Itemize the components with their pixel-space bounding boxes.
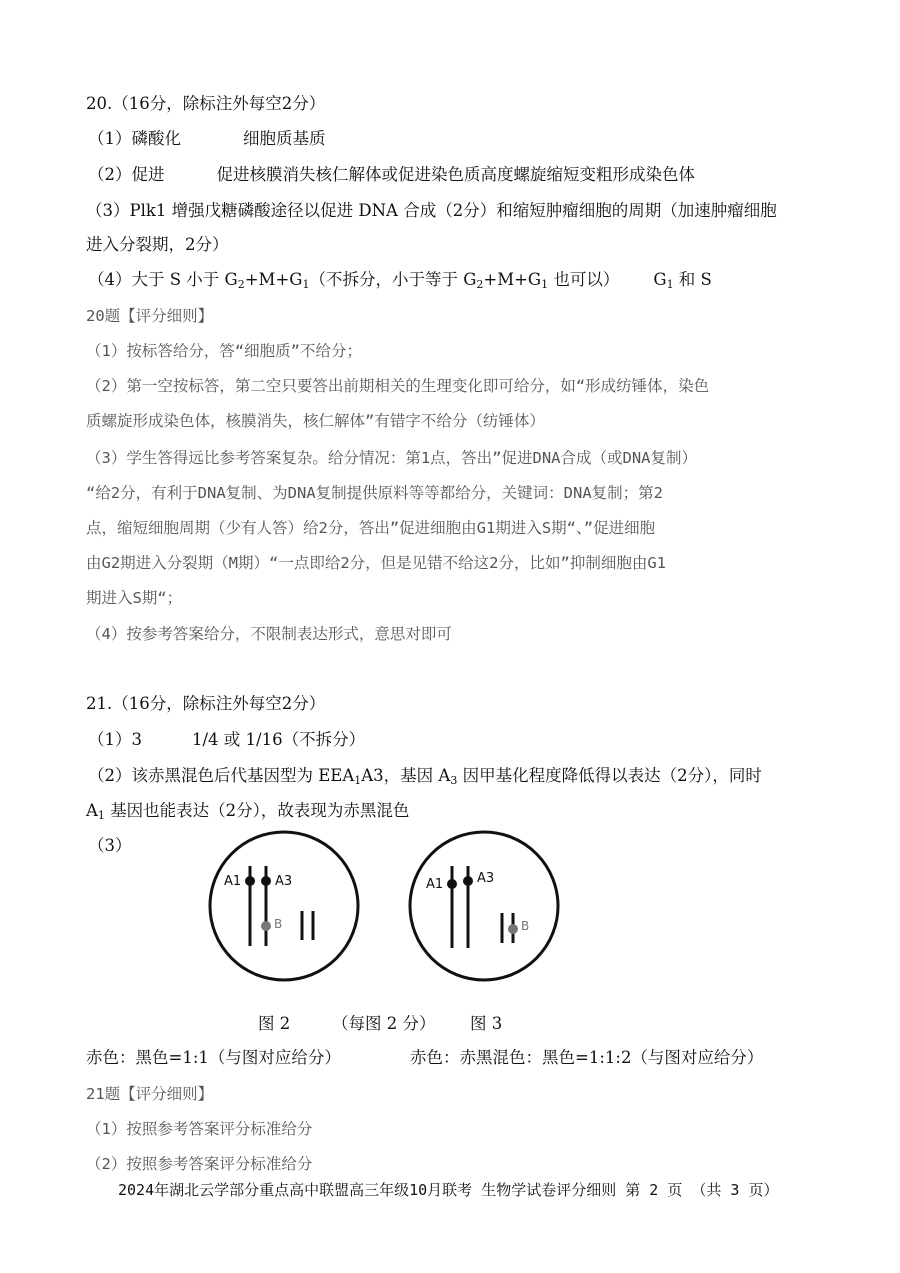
gene-label-b: B: [521, 919, 530, 933]
figure-2-caption: 图 2: [258, 1014, 291, 1033]
answer-text: （不拆分，小于等于 G: [309, 270, 477, 289]
q21-rubric-line: （1）按照参考答案评分标准给分: [86, 1120, 313, 1138]
gene-dot: [261, 921, 271, 931]
subscript: 2: [237, 278, 245, 291]
q21-rubric-line: （2）按照参考答案评分标准给分: [86, 1155, 313, 1173]
gene-label-a3: A3: [477, 871, 495, 886]
q20-answer-3-line2: 进入分裂期，2分）: [86, 235, 229, 254]
q21-answer-2-line1: [88, 764, 762, 793]
q20-rubric-line: （1）按标答给分，答“细胞质”不给分；: [86, 342, 362, 360]
answer-value: 3: [131, 730, 142, 749]
answer-value: 1/4 或 1/16（不拆分）: [192, 730, 366, 749]
subscript: 3: [450, 774, 458, 787]
q21-header: 21.（16分，除标注外每空2分）: [86, 694, 326, 713]
answer-number: （4）: [88, 270, 132, 289]
figure-score-note: （每图 2 分）: [332, 1014, 436, 1033]
answer-number: （1）: [88, 129, 132, 148]
answer-value: 促进核膜消失核仁解体或促进染色质高度螺旋缩短变粗形成染色体: [216, 165, 695, 184]
page-footer: 2024年湖北云学部分重点高中联盟高三年级10月联考 生物学试卷评分细则 第 2 页 （共 3 页）: [118, 1181, 779, 1199]
answer-text: A: [86, 801, 98, 820]
q20-rubric-line: “给2分，有利于DNA复制、为DNA复制提供原料等等都给分，关键词：DNA复制；第2: [86, 484, 663, 502]
gene-label-a3: A3: [275, 874, 293, 889]
answer-text: G: [653, 270, 667, 289]
q20-rubric-title: 20题【评分细则】: [86, 307, 214, 325]
subscript: 1: [666, 278, 674, 291]
q20-rubric-line: 由G2期进入分裂期（M期）“一点即给2分，但是见错不给这2分，比如”抑制细胞由G1: [86, 554, 666, 572]
answer-text: +M+G: [244, 270, 303, 289]
gene-label-a1: A1: [224, 874, 242, 889]
q20-rubric-line: 质螺旋形成染色体，核膜消失，核仁解体”有错字不给分（纺锤体）: [86, 412, 545, 430]
gene-dot: [261, 876, 271, 886]
q20-answer-4: [88, 268, 712, 297]
answer-text: 和 S: [673, 270, 712, 289]
answer-text: （2）该赤黑混色后代基因型为 EEA: [88, 766, 355, 785]
answer-text: +M+G: [483, 270, 542, 289]
q20-rubric-line: 点，缩短细胞周期（少有人答）给2分，答出”促进细胞由G1期进入S期“、”促进细胞: [86, 519, 656, 537]
answer-text: A3，基因 A: [361, 766, 451, 785]
gene-dot: [463, 876, 473, 886]
subscript: 1: [97, 809, 105, 822]
gene-dot: [245, 876, 255, 886]
ratio-figure-2: 赤色：黑色=1:1（与图对应给分）: [86, 1048, 341, 1067]
q20-rubric-line: （4）按参考答案给分，不限制表达形式，意思对即可: [86, 625, 452, 643]
gene-dot: [508, 924, 518, 934]
figure-3-caption: 图 3: [470, 1014, 503, 1033]
q20-rubric-line: （3）学生答得远比参考答案复杂。给分情况：第1点，答出”促进DNA合成（或DNA复制）: [86, 449, 697, 467]
answer-text: 大于 S 小于 G: [131, 270, 238, 289]
figure-3-cell-diagram: [404, 826, 564, 986]
subscript: 2: [476, 278, 484, 291]
answer-text: 基因也能表达（2分），故表现为赤黑混色: [104, 801, 410, 820]
q20-answer-2: [88, 163, 695, 187]
subscript: 1: [354, 774, 362, 787]
gene-label-b: B: [274, 917, 283, 931]
answer-value: 磷酸化: [131, 129, 181, 148]
gene-label-a1: A1: [426, 877, 444, 892]
q21-rubric-title: 21题【评分细则】: [86, 1085, 214, 1103]
q20-rubric-line: 期进入S期“；: [86, 589, 183, 607]
q21-answer-2-line2: [86, 799, 409, 828]
q20-header: 20.（16分，除标注外每空2分）: [86, 94, 326, 113]
answer-value: 促进: [131, 165, 165, 184]
answer-text: 也可以）: [548, 270, 620, 289]
q21-answer-3-number: （3）: [88, 836, 132, 855]
q20-rubric-line: （2）第一空按标答，第二空只要答出前期相关的生理变化即可给分，如“形成纺锤体，染色: [86, 377, 710, 395]
answer-number: （1）: [88, 730, 132, 749]
gene-dot: [447, 879, 457, 889]
ratio-figure-3: 赤色：赤黑混色：黑色=1:1:2（与图对应给分）: [410, 1048, 764, 1067]
answer-number: （2）: [88, 165, 132, 184]
answer-value: 细胞质基质: [243, 129, 326, 148]
figure-2-cell-diagram: [204, 826, 364, 986]
q20-answer-1: [88, 127, 326, 151]
subscript: 1: [302, 278, 310, 291]
subscript: 1: [541, 278, 549, 291]
answer-text: 因甲基化程度降低得以表达（2分），同时: [457, 766, 762, 785]
q20-answer-3-line1: （3）Plk1 增强戊糖磷酸途径以促进 DNA 合成（2分）和缩短肿瘤细胞的周期（加速肿瘤细胞: [86, 201, 777, 220]
q21-answer-1: [88, 728, 365, 752]
